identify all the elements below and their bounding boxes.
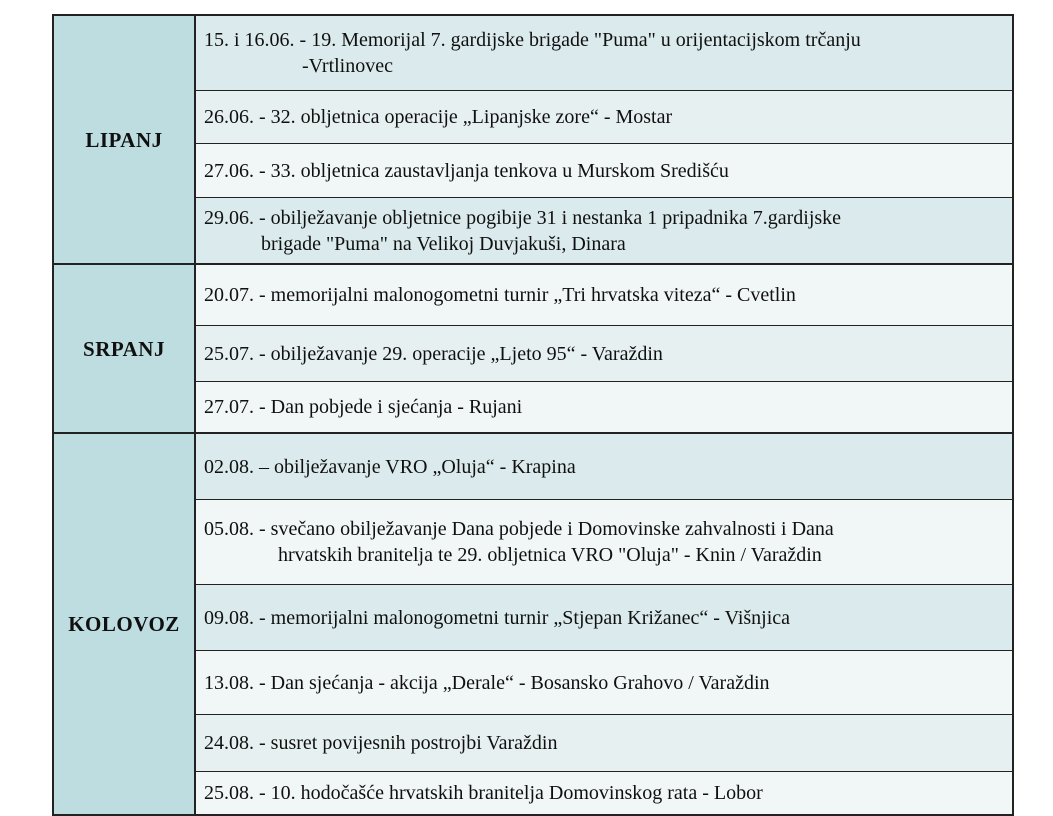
event-row bbox=[53, 382, 1013, 434]
event-cell bbox=[195, 715, 1013, 772]
event-row bbox=[53, 651, 1013, 715]
month-cell bbox=[53, 15, 195, 264]
event-text-line: 25.07. - obilježavanje 29. operacije „Ljeto 95“ - Varaždin bbox=[204, 342, 663, 365]
event-row bbox=[53, 91, 1013, 144]
month-label: SRPANJ bbox=[83, 336, 165, 361]
event-text-line: 27.06. - 33. obljetnica zaustavljanja tenkova u Murskom Središću bbox=[204, 159, 729, 182]
event-row bbox=[53, 264, 1013, 326]
event-cell bbox=[195, 433, 1013, 500]
event-row bbox=[53, 433, 1013, 500]
month-cell bbox=[53, 433, 195, 815]
event-text-line: 20.07. - memorijalni malonogometni turnir „Tri hrvatska viteza“ - Cvetlin bbox=[204, 284, 796, 306]
event-cell bbox=[195, 326, 1013, 382]
event-text-line: 27.07. - Dan pobjede i sjećanja - Rujani bbox=[204, 396, 523, 418]
month-cell bbox=[53, 264, 195, 433]
event-cell bbox=[195, 264, 1013, 326]
event-text-line: 29.06. - obilježavanje obljetnice pogibije 31 i nestanka 1 pripadnika 7.gardijske bbox=[204, 206, 842, 229]
event-cell bbox=[195, 144, 1013, 198]
month-label: LIPANJ bbox=[85, 127, 163, 152]
event-row bbox=[53, 144, 1013, 198]
event-continuation-line: -Vrtlinovec bbox=[302, 55, 393, 77]
event-text-line: 24.08. - susret povijesnih postrojbi Varaždin bbox=[204, 732, 558, 754]
event-cell bbox=[195, 91, 1013, 144]
event-row bbox=[53, 198, 1013, 265]
event-text-line: 15. i 16.06. - 19. Memorijal 7. gardijske brigade "Puma" u orijentacijskom trčanju bbox=[204, 29, 861, 51]
event-cell bbox=[195, 382, 1013, 434]
event-text-line: 13.08. - Dan sjećanja - akcija „Derale“ - Bosansko Grahovo / Varaždin bbox=[204, 671, 770, 694]
event-cell bbox=[195, 500, 1013, 585]
event-row bbox=[53, 15, 1013, 91]
month-label: KOLOVOZ bbox=[68, 612, 180, 636]
event-text-line: 02.08. – obilježavanje VRO „Oluja“ - Krapina bbox=[204, 455, 576, 478]
event-text-line: 25.08. - 10. hodočašće hrvatskih branitelja Domovinskog rata - Lobor bbox=[204, 782, 763, 804]
event-row bbox=[53, 585, 1013, 651]
event-cell bbox=[195, 772, 1013, 816]
event-cell bbox=[195, 15, 1013, 91]
event-row bbox=[53, 772, 1013, 816]
event-cell bbox=[195, 585, 1013, 651]
event-row bbox=[53, 500, 1013, 585]
event-text-line: 09.08. - memorijalni malonogometni turnir „Stjepan Križanec“ - Višnjica bbox=[204, 606, 791, 629]
event-text-line: 26.06. - 32. obljetnica operacije „Lipanjske zore“ - Mostar bbox=[204, 106, 673, 128]
event-text-line: 05.08. - svečano obilježavanje Dana pobjede i Domovinske zahvalnosti i Dana bbox=[204, 518, 834, 540]
event-continuation-line: brigade "Puma" na Velikoj Duvjakuši, Dinara bbox=[261, 232, 626, 255]
event-row bbox=[53, 715, 1013, 772]
calendar-table bbox=[52, 14, 1014, 816]
event-continuation-line: hrvatskih branitelja te 29. obljetnica VRO "Oluja" - Knin / Varaždin bbox=[278, 544, 822, 566]
event-cell bbox=[195, 651, 1013, 715]
event-cell bbox=[195, 198, 1013, 265]
event-row bbox=[53, 326, 1013, 382]
